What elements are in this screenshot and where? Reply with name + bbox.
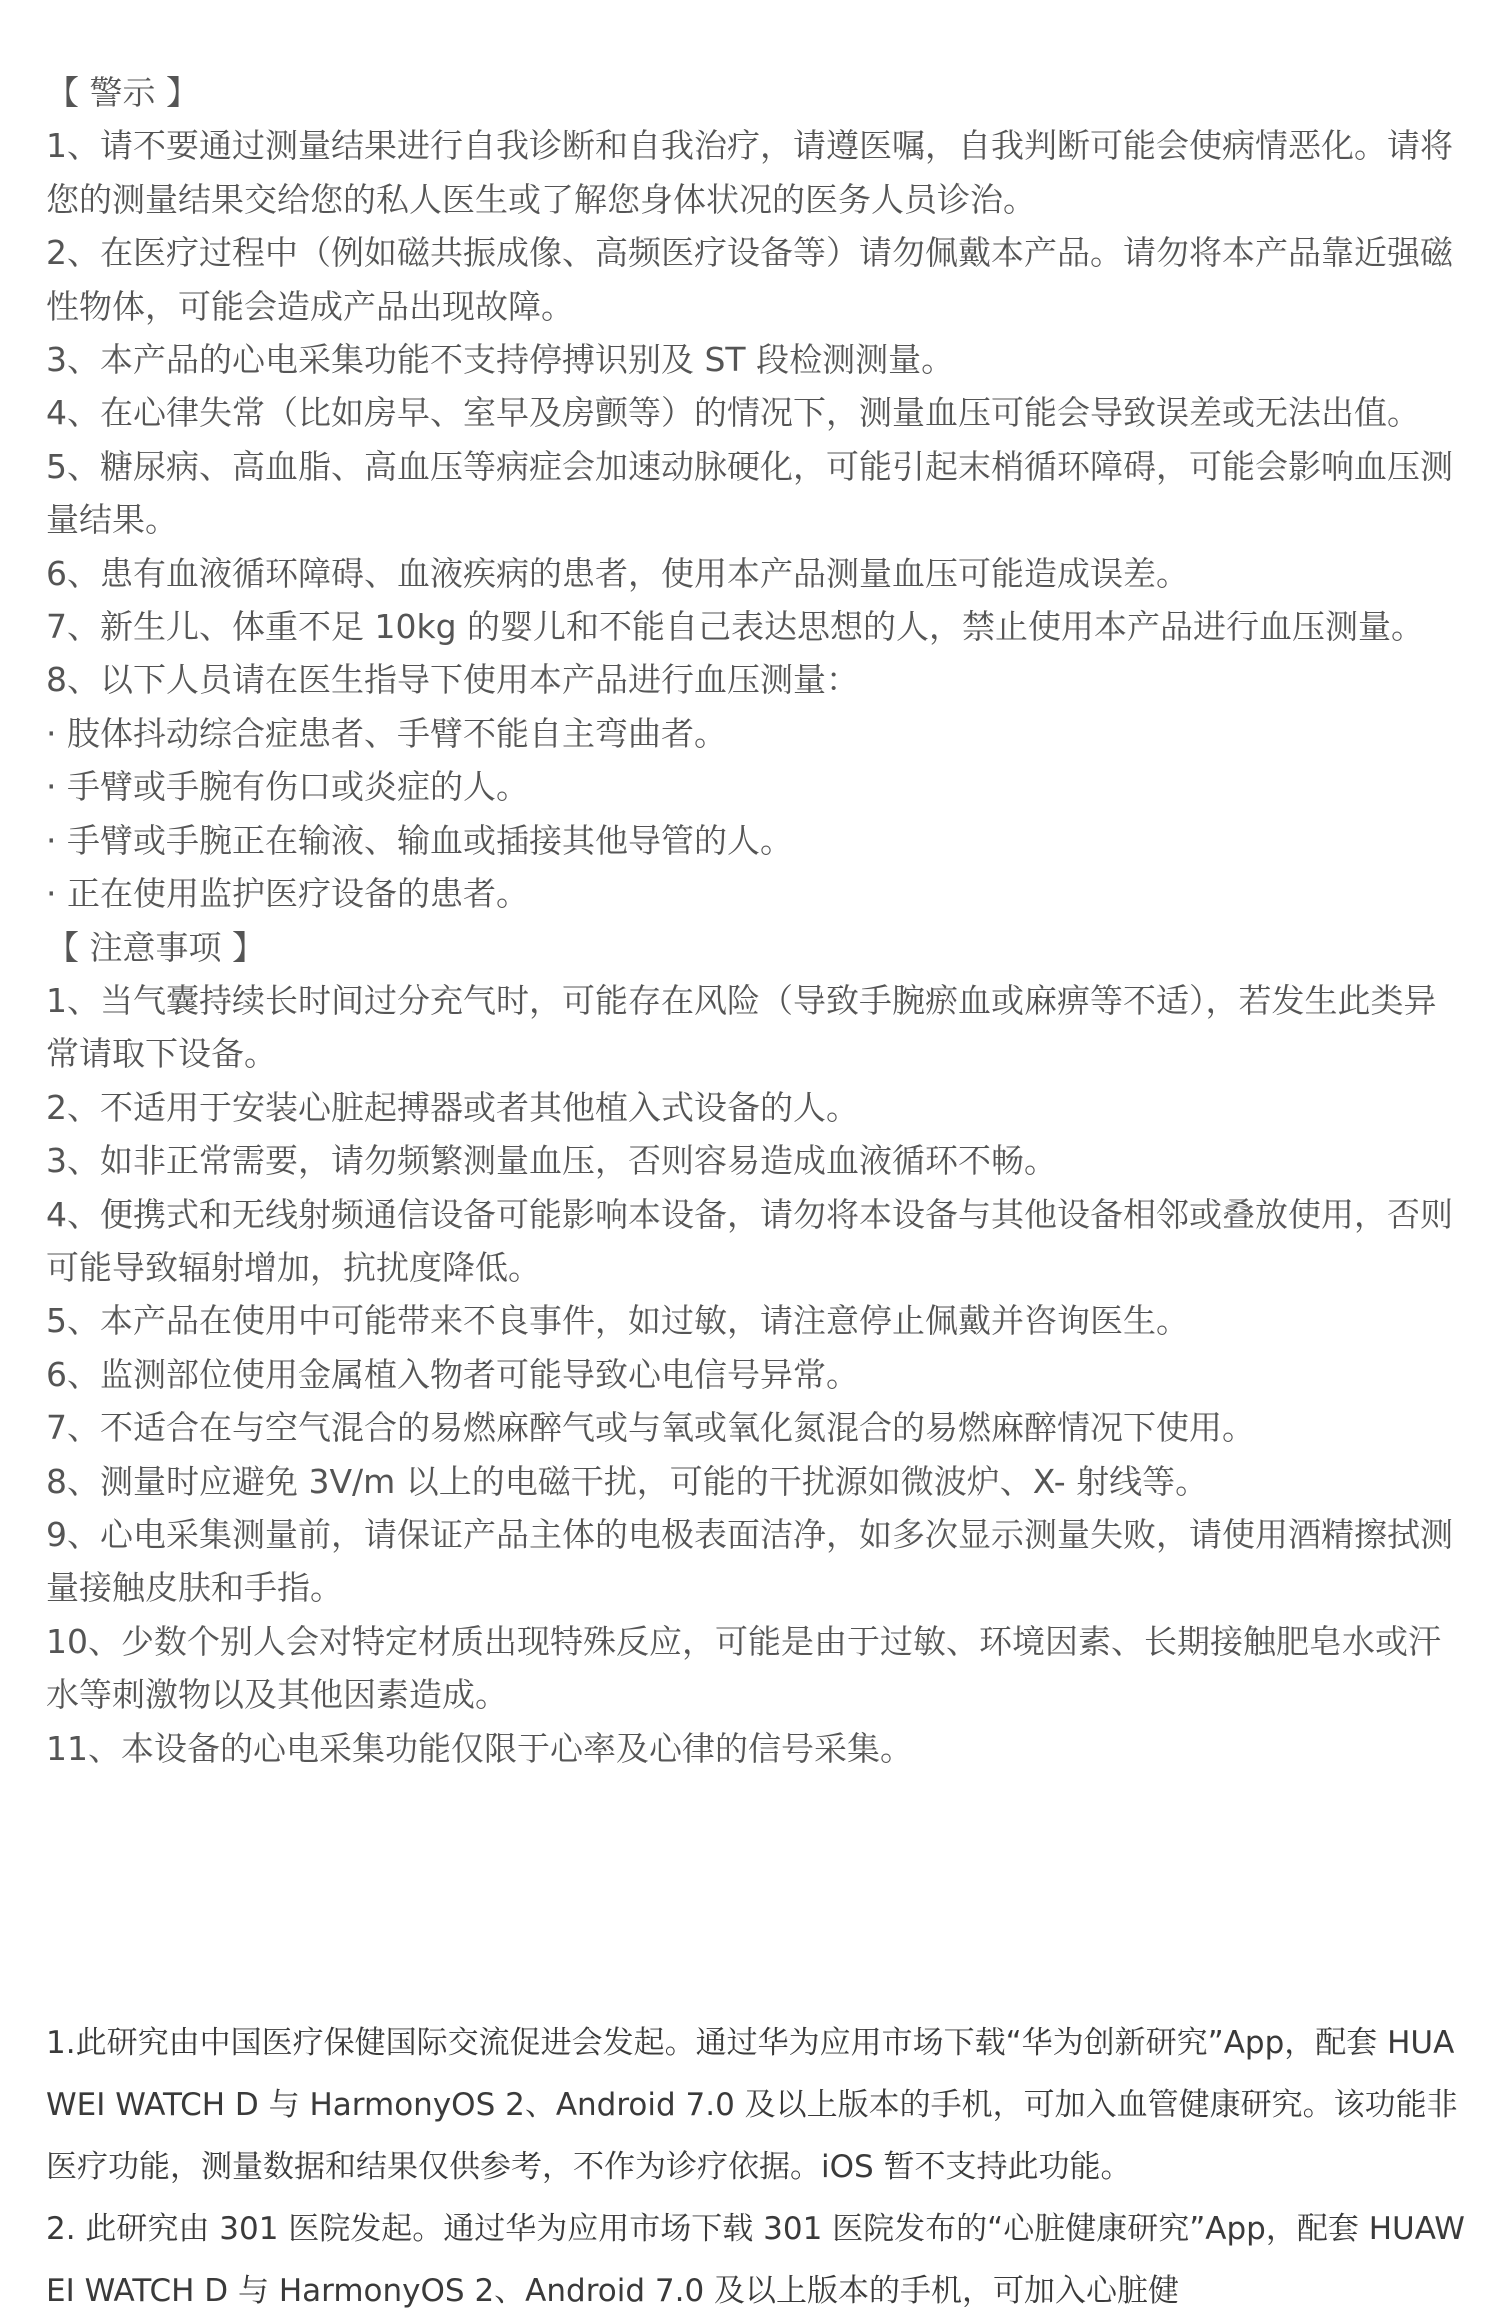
precaution-item: 6、监测部位使用金属植入物者可能导致心电信号异常。	[46, 1354, 859, 1394]
precaution-item: 8、测量时应避免 3V/m 以上的电磁干扰，可能的干扰源如微波炉、X- 射线等。	[46, 1461, 1209, 1501]
main-text	[46, 66, 1466, 1775]
footnotes	[46, 2012, 1466, 2322]
warning-bullet: · 正在使用监护医疗设备的患者。	[46, 874, 529, 914]
precaution-item: 10、少数个别人会对特定材质出现特殊反应，可能是由于过敏、环境因素、长期接触肥皂水或汗水等刺激物以及其他因素造成。	[46, 1621, 1441, 1715]
warning-item: 3、本产品的心电采集功能不支持停搏识别及 ST 段检测测量。	[46, 340, 955, 380]
warning-bullet: · 肢体抖动综合症患者、手臂不能自主弯曲者。	[46, 713, 727, 753]
warning-item: 6、患有血液循环障碍、血液疾病的患者，使用本产品测量血压可能造成误差。	[46, 553, 1189, 593]
footnote-item: 2. 此研究由 301 医院发起。通过华为应用市场下载 301 医院发布的“心脏健康研究”App，配套 HUAWEI WATCH D 与 HarmonyOS 2、Android 7.0 及以上版本的手机，可加入心脏健	[46, 2211, 1465, 2309]
warnings-heading: 【 警示 】	[46, 73, 199, 112]
precautions-heading: 【 注意事项 】	[46, 927, 265, 967]
precaution-item: 1、当气囊持续长时间过分充气时，可能存在风险（导致手腕瘀血或麻痹等不适），若发生此类异常请取下设备。	[46, 980, 1437, 1074]
warning-item: 2、在医疗过程中（例如磁共振成像、高频医疗设备等）请勿佩戴本产品。请勿将本产品靠近强磁性物体，可能会造成产品出现故障。	[46, 233, 1453, 326]
precaution-item: 4、便携式和无线射频通信设备可能影响本设备，请勿将本设备与其他设备相邻或叠放使用，否则可能导致辐射增加，抗扰度降低。	[46, 1194, 1453, 1287]
precaution-item: 2、不适用于安装心脏起搏器或者其他植入式设备的人。	[46, 1087, 859, 1127]
warning-item: 4、在心律失常（比如房早、室早及房颤等）的情况下，测量血压可能会导致误差或无法出值。	[46, 393, 1420, 433]
warning-item: 8、以下人员请在医生指导下使用本产品进行血压测量：	[46, 660, 859, 700]
warning-item: 5、糖尿病、高血脂、高血压等病症会加速动脉硬化，可能引起末梢循环障碍，可能会影响血压测量结果。	[46, 446, 1453, 540]
warning-item: 7、新生儿、体重不足 10kg 的婴儿和不能自己表达思想的人，禁止使用本产品进行血压测量。	[46, 607, 1425, 647]
warning-bullet: · 手臂或手腕有伤口或炎症的人。	[46, 767, 529, 807]
precaution-item: 5、本产品在使用中可能带来不良事件，如过敏，请注意停止佩戴并咨询医生。	[46, 1301, 1189, 1341]
footnote-item: 1.此研究由中国医疗保健国际交流促进会发起。通过华为应用市场下载“华为创新研究”App，配套 HUAWEI WATCH D 与 HarmonyOS 2、Android 7.0 及以上版本的手机，可加入血管健康研究。该功能非医疗功能，测量数据和结果仅供参考，不作为诊疗依据。iOS 暂不支持此功能。	[46, 2025, 1458, 2185]
precaution-item: 11、本设备的心电采集功能仅限于心率及心律的信号采集。	[46, 1728, 913, 1768]
precaution-item: 7、不适合在与空气混合的易燃麻醉气或与氧或氧化氮混合的易燃麻醉情况下使用。	[46, 1408, 1255, 1448]
precaution-item: 9、心电采集测量前，请保证产品主体的电极表面洁净，如多次显示测量失败，请使用酒精擦拭测量接触皮肤和手指。	[46, 1514, 1453, 1608]
warning-item: 1、请不要通过测量结果进行自我诊断和自我治疗，请遵医嘱，自我判断可能会使病情恶化。请将您的测量结果交给您的私人医生或了解您身体状况的医务人员诊治。	[46, 126, 1453, 219]
warning-bullet: · 手臂或手腕正在输液、输血或插接其他导管的人。	[46, 820, 793, 860]
precaution-item: 3、如非正常需要，请勿频繁测量血压，否则容易造成血液循环不畅。	[46, 1141, 1057, 1181]
